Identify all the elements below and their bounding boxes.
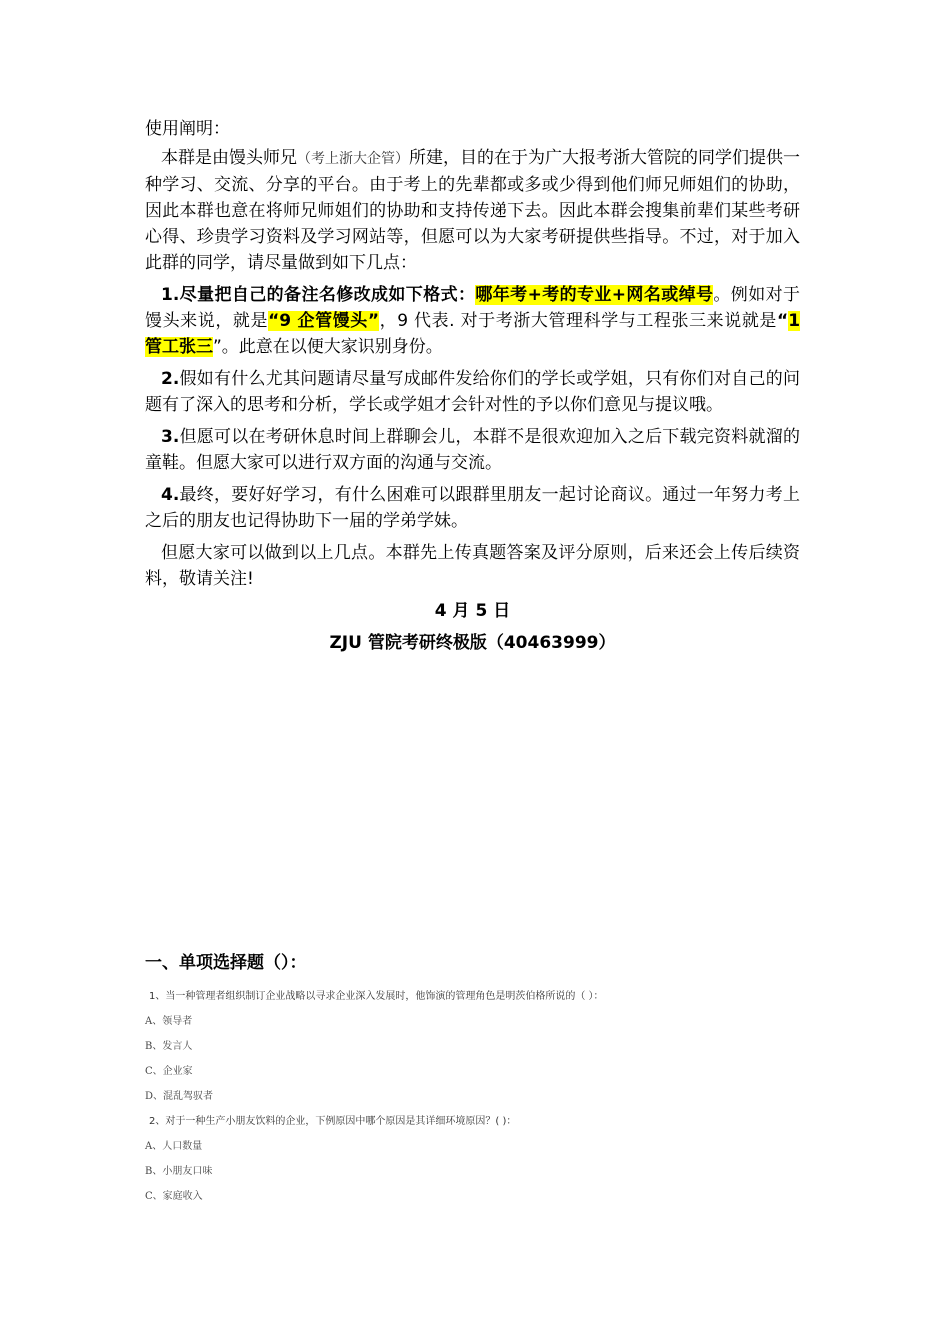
- rule-3-number: 3.: [161, 427, 180, 447]
- closing-paragraph: 但愿大家可以做到以上几点。本群先上传真题答案及评分原则，后来还会上传后续资料，敬请关注!: [145, 543, 800, 589]
- rule-1-highlight-example2: 1 管工张三: [145, 311, 801, 357]
- rule-1-text-d: ”。此意在以便大家识别身份。: [213, 337, 443, 357]
- intro-text-a: 本群是由馒头师兄: [161, 148, 297, 168]
- rule-1-text-c: ，9 代表. 对于考浙大管理科学与工程张三来说就是: [379, 311, 777, 331]
- question-1-option-c: C、企业家: [145, 1066, 193, 1077]
- date-line: 4 月 5 日: [434, 601, 511, 621]
- rule-item-4: [145, 482, 800, 534]
- intro-paragraph: [145, 145, 800, 276]
- question-1-option-d: D、混乱驾驭者: [145, 1091, 214, 1102]
- section-title: 一、单项选择题（）：: [145, 953, 307, 973]
- intro-paren-note: （考上浙大企管）: [297, 151, 409, 167]
- rule-1-highlight-example1: “9 企管馒头”: [268, 311, 380, 331]
- question-1-option-a: A、领导者: [145, 1016, 193, 1027]
- signature-line: ZJU 管院考研终极版（40463999）: [329, 633, 616, 653]
- rule-4-text: 最终，要好好学习，有什么困难可以跟群里朋友一起讨论商议。通过一年努力考上之后的朋友也记得协助下一届的学弟学妹。: [145, 485, 800, 531]
- rule-1-quote-open: “: [777, 311, 789, 331]
- rule-1-text-b: 。例如对于馒头来说，就是: [145, 285, 800, 331]
- multiple-choice-section: [145, 950, 800, 1209]
- rule-4-number: 4.: [161, 485, 180, 505]
- rule-item-2: [145, 366, 800, 418]
- rule-2-number: 2.: [161, 369, 180, 389]
- intro-heading: 使用阐明：: [145, 119, 230, 139]
- intro-block: [145, 116, 800, 662]
- rule-1-text-a: 1.尽量把自己的备注名修改成如下格式：: [161, 285, 476, 305]
- intro-text-b: 所建，目的在于为广大报考浙大管院的同学们提供一种学习、交流、分享的平台。由于考上的先辈都或多或少得到他们师兄师姐们的协助，因此本群也意在将师兄师姐们的协助和支持传递下去。因此本群会搜集前辈们某些考研心得、珍贵学习资料及学习网站等，但愿可以为大家考研提供些指导。不过，对于加入此群的同学，请尽量做到如下几点：: [145, 148, 800, 273]
- rule-2-text: 假如有什么尤其问题请尽量写成邮件发给你们的学长或学姐，只有你们对自己的问题有了深入的思考和分析，学长或学姐才会针对性的予以你们意见与提议哦。: [145, 369, 800, 415]
- rule-1-highlight-format: 哪年考+考的专业+网名或绰号: [475, 285, 714, 305]
- question-2-option-a: A、人口数量: [145, 1141, 203, 1152]
- rule-3-text: 但愿可以在考研休息时间上群聊会儿，本群不是很欢迎加入之后下载完资料就溜的童鞋。但愿大家可以进行双方面的沟通与交流。: [145, 427, 800, 473]
- question-2: 2、对于一种生产小朋友饮料的企业，下例原因中哪个原因是其详细环境原因？( )：: [149, 1116, 517, 1127]
- question-1-option-b: B、发言人: [145, 1041, 193, 1052]
- rule-item-3: [145, 424, 800, 476]
- question-1: 1、当一种管理者组织制订企业战略以寻求企业深入发展时，他饰演的管理角色是明茨伯格所说的（ ）：: [149, 991, 604, 1002]
- rule-item-1: [145, 282, 800, 360]
- question-2-option-b: B、小朋友口味: [145, 1166, 213, 1177]
- question-2-option-c: C、家庭收入: [145, 1191, 203, 1202]
